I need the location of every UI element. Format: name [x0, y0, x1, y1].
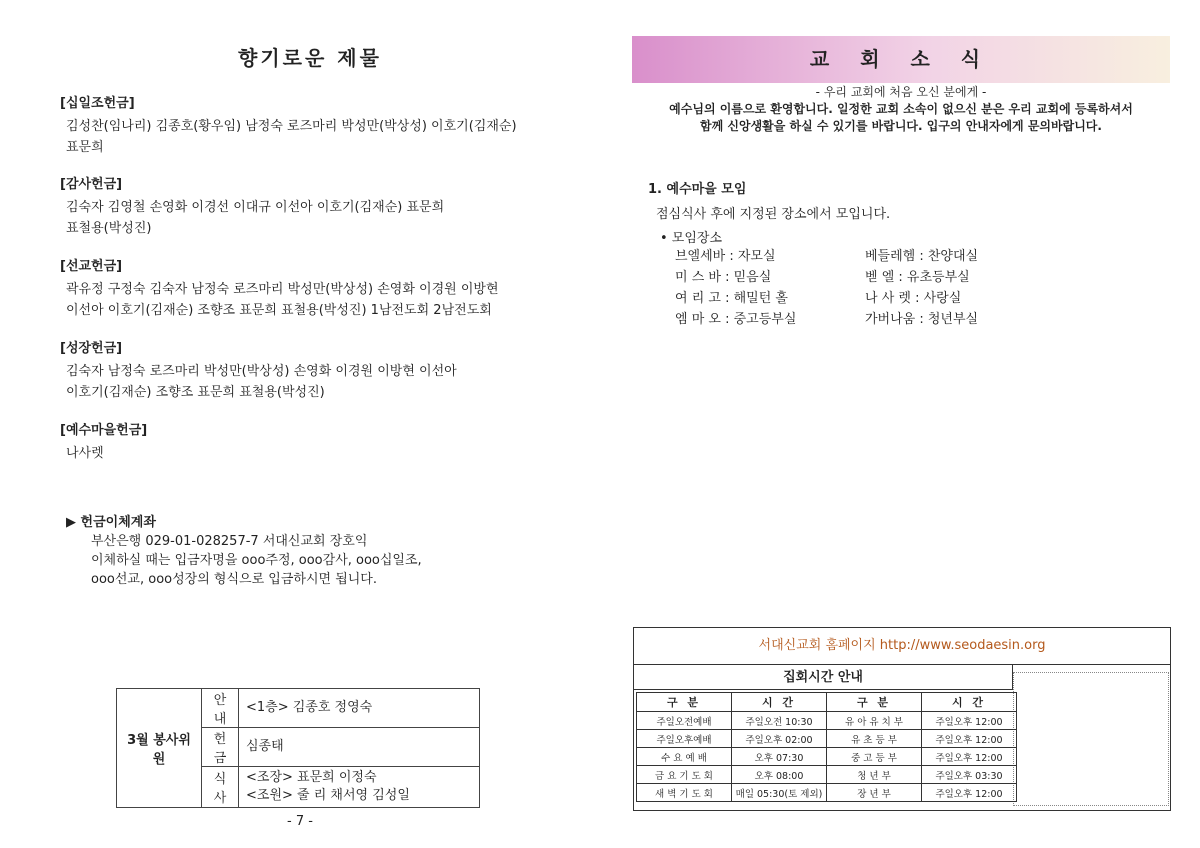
schedule-cell: 주일오전 10:30: [732, 712, 827, 730]
village-meeting-title: 1. 예수마을 모임: [648, 182, 747, 197]
church-news-banner: [632, 36, 1170, 83]
welcome-line: 예수님의 이름으로 환영합니다. 일정한 교회 소속이 없으신 분은 우리 교회에 등록하셔서: [669, 102, 1133, 116]
committee-group-label: 3월 봉사위원: [117, 689, 202, 808]
schedule-title: 집회시간 안내: [634, 665, 1013, 690]
schedule-cell: 청 년 부: [827, 766, 922, 784]
meeting-place: 브엘세바 : 자모실: [675, 249, 776, 264]
welcome-message: [632, 84, 1170, 135]
transfer-line: ooo선교, ooo성장의 형식으로 입금하시면 됩니다.: [91, 572, 378, 587]
offering-heading: [십일조헌금]: [60, 96, 135, 111]
committee-category: 헌금: [202, 728, 239, 767]
committee-category: 안내: [202, 689, 239, 728]
committee-members-cell: [239, 767, 480, 808]
transfer-account-section: [66, 513, 586, 589]
meeting-place: 엠 마 오 : 중고등부실: [675, 312, 797, 327]
offering-names: 곽유정 구정숙 김숙자 남정숙 로즈마리 박성만(박상성) 손영화 이경원 이방현: [66, 282, 499, 297]
meeting-place: 베들레헴 : 찬양대실: [865, 249, 979, 264]
schedule-cell: 수 요 예 배: [637, 748, 732, 766]
transfer-line: 이체하실 때는 입금자명을 ooo주정, ooo감사, ooo십일조,: [91, 553, 422, 568]
church-info-box: [633, 627, 1171, 811]
offering-heading: [선교헌금]: [60, 259, 123, 274]
offering-names: 표철용(박성진): [66, 221, 152, 236]
offering-names: 나사렛: [66, 446, 104, 461]
welcome-subtitle: - 우리 교회에 처음 오신 분에게 -: [815, 85, 987, 99]
table-row: [637, 784, 1017, 802]
offering-names: 이선아 이호기(김재순) 조향조 표문희 표철용(박성진) 1남전도회 2남전도회: [66, 303, 492, 318]
schedule-cell: 주일오후 12:00: [922, 730, 1017, 748]
offering-names: 김성찬(임나리) 김종호(황우임) 남정숙 로즈마리 박성만(박상성) 이호기(김재순): [66, 119, 517, 134]
offering-section-village: [60, 419, 580, 464]
offering-heading: [감사헌금]: [60, 177, 123, 192]
transfer-heading: ▶ 헌금이체계좌: [66, 515, 156, 530]
schedule-cell: 매일 05:30(토 제외): [732, 784, 827, 802]
offering-section-thanks: [60, 173, 580, 239]
meeting-place: 여 리 고 : 해밀턴 홀: [675, 291, 788, 306]
schedule-cell: 유 초 등 부: [827, 730, 922, 748]
schedule-cell: 오후 08:00: [732, 766, 827, 784]
meeting-places-label: • 모임장소: [660, 231, 723, 246]
homepage-link[interactable]: 서대신교회 홈페이지 http://www.seodaesin.org: [634, 628, 1170, 665]
schedule-cell: 주일오후 12:00: [922, 784, 1017, 802]
schedule-cell: 장 년 부: [827, 784, 922, 802]
welcome-line: 함께 신앙생활을 하실 수 있기를 바랍니다. 입구의 안내자에게 문의바랍니다.: [700, 119, 1102, 133]
offering-heading: [예수마을헌금]: [60, 423, 148, 438]
schedule-header: 시 간: [922, 693, 1017, 712]
page-number: - 7 -: [287, 814, 313, 829]
committee-members: <조원> 줄 리 채서영 김성일: [246, 788, 410, 803]
committee-members: 심종태: [239, 728, 480, 767]
committee-members: <1층> 김종호 정영숙: [239, 689, 480, 728]
meeting-places-list: [648, 247, 1168, 330]
schedule-cell: 오후 07:30: [732, 748, 827, 766]
schedule-cell: 금 요 기 도 회: [637, 766, 732, 784]
transfer-line: 부산은행 029-01-028257-7 서대신교회 장호익: [91, 534, 368, 549]
meeting-place: 벧 엘 : 유초등부실: [865, 270, 970, 285]
schedule-table: [636, 692, 1017, 802]
schedule-cell: 중 고 등 부: [827, 748, 922, 766]
schedule-cell: 주일오후 12:00: [922, 748, 1017, 766]
schedule-cell: 주일오전예배: [637, 712, 732, 730]
schedule-header: 시 간: [732, 693, 827, 712]
offering-section-growth: [60, 337, 580, 403]
committee-members: <조장> 표문희 이정숙: [246, 770, 377, 785]
banner-title: 교 회 소 식: [809, 47, 993, 71]
offering-names: 김숙자 남정숙 로즈마리 박성만(박상성) 손영화 이경원 이방현 이선아: [66, 364, 457, 379]
table-row: [637, 748, 1017, 766]
offering-section-tithe: [60, 92, 580, 158]
offering-names: 표문희: [66, 140, 104, 155]
table-row: [637, 712, 1017, 730]
meeting-place: 가버나움 : 청년부실: [865, 312, 979, 327]
offering-names: 이호기(김재순) 조향조 표문희 표철용(박성진): [66, 385, 325, 400]
schedule-cell: 주일오후예배: [637, 730, 732, 748]
service-committee-table: [116, 688, 480, 808]
table-row: [637, 730, 1017, 748]
meeting-place: 미 스 바 : 믿음실: [675, 270, 772, 285]
schedule-cell: 주일오후 02:00: [732, 730, 827, 748]
table-row: [637, 766, 1017, 784]
village-meeting-description: 점심식사 후에 지정된 장소에서 모입니다.: [656, 207, 891, 222]
meeting-place: 나 사 렛 : 사랑실: [865, 291, 962, 306]
village-meeting-section: [648, 178, 1168, 330]
schedule-cell: 주일오후 03:30: [922, 766, 1017, 784]
schedule-cell: 새 벽 기 도 회: [637, 784, 732, 802]
offering-names: 김숙자 김영철 손영화 이경선 이대규 이선아 이호기(김재순) 표문희: [66, 200, 445, 215]
blank-box: [1013, 672, 1169, 806]
schedule-cell: 유 아 유 치 부: [827, 712, 922, 730]
committee-category: 식사: [202, 767, 239, 808]
page-title: 향기로운 제물: [238, 46, 382, 70]
schedule-header: 구 분: [827, 693, 922, 712]
offering-section-mission: [60, 255, 580, 321]
schedule-cell: 주일오후 12:00: [922, 712, 1017, 730]
offering-heading: [성장헌금]: [60, 341, 123, 356]
schedule-header: 구 분: [637, 693, 732, 712]
